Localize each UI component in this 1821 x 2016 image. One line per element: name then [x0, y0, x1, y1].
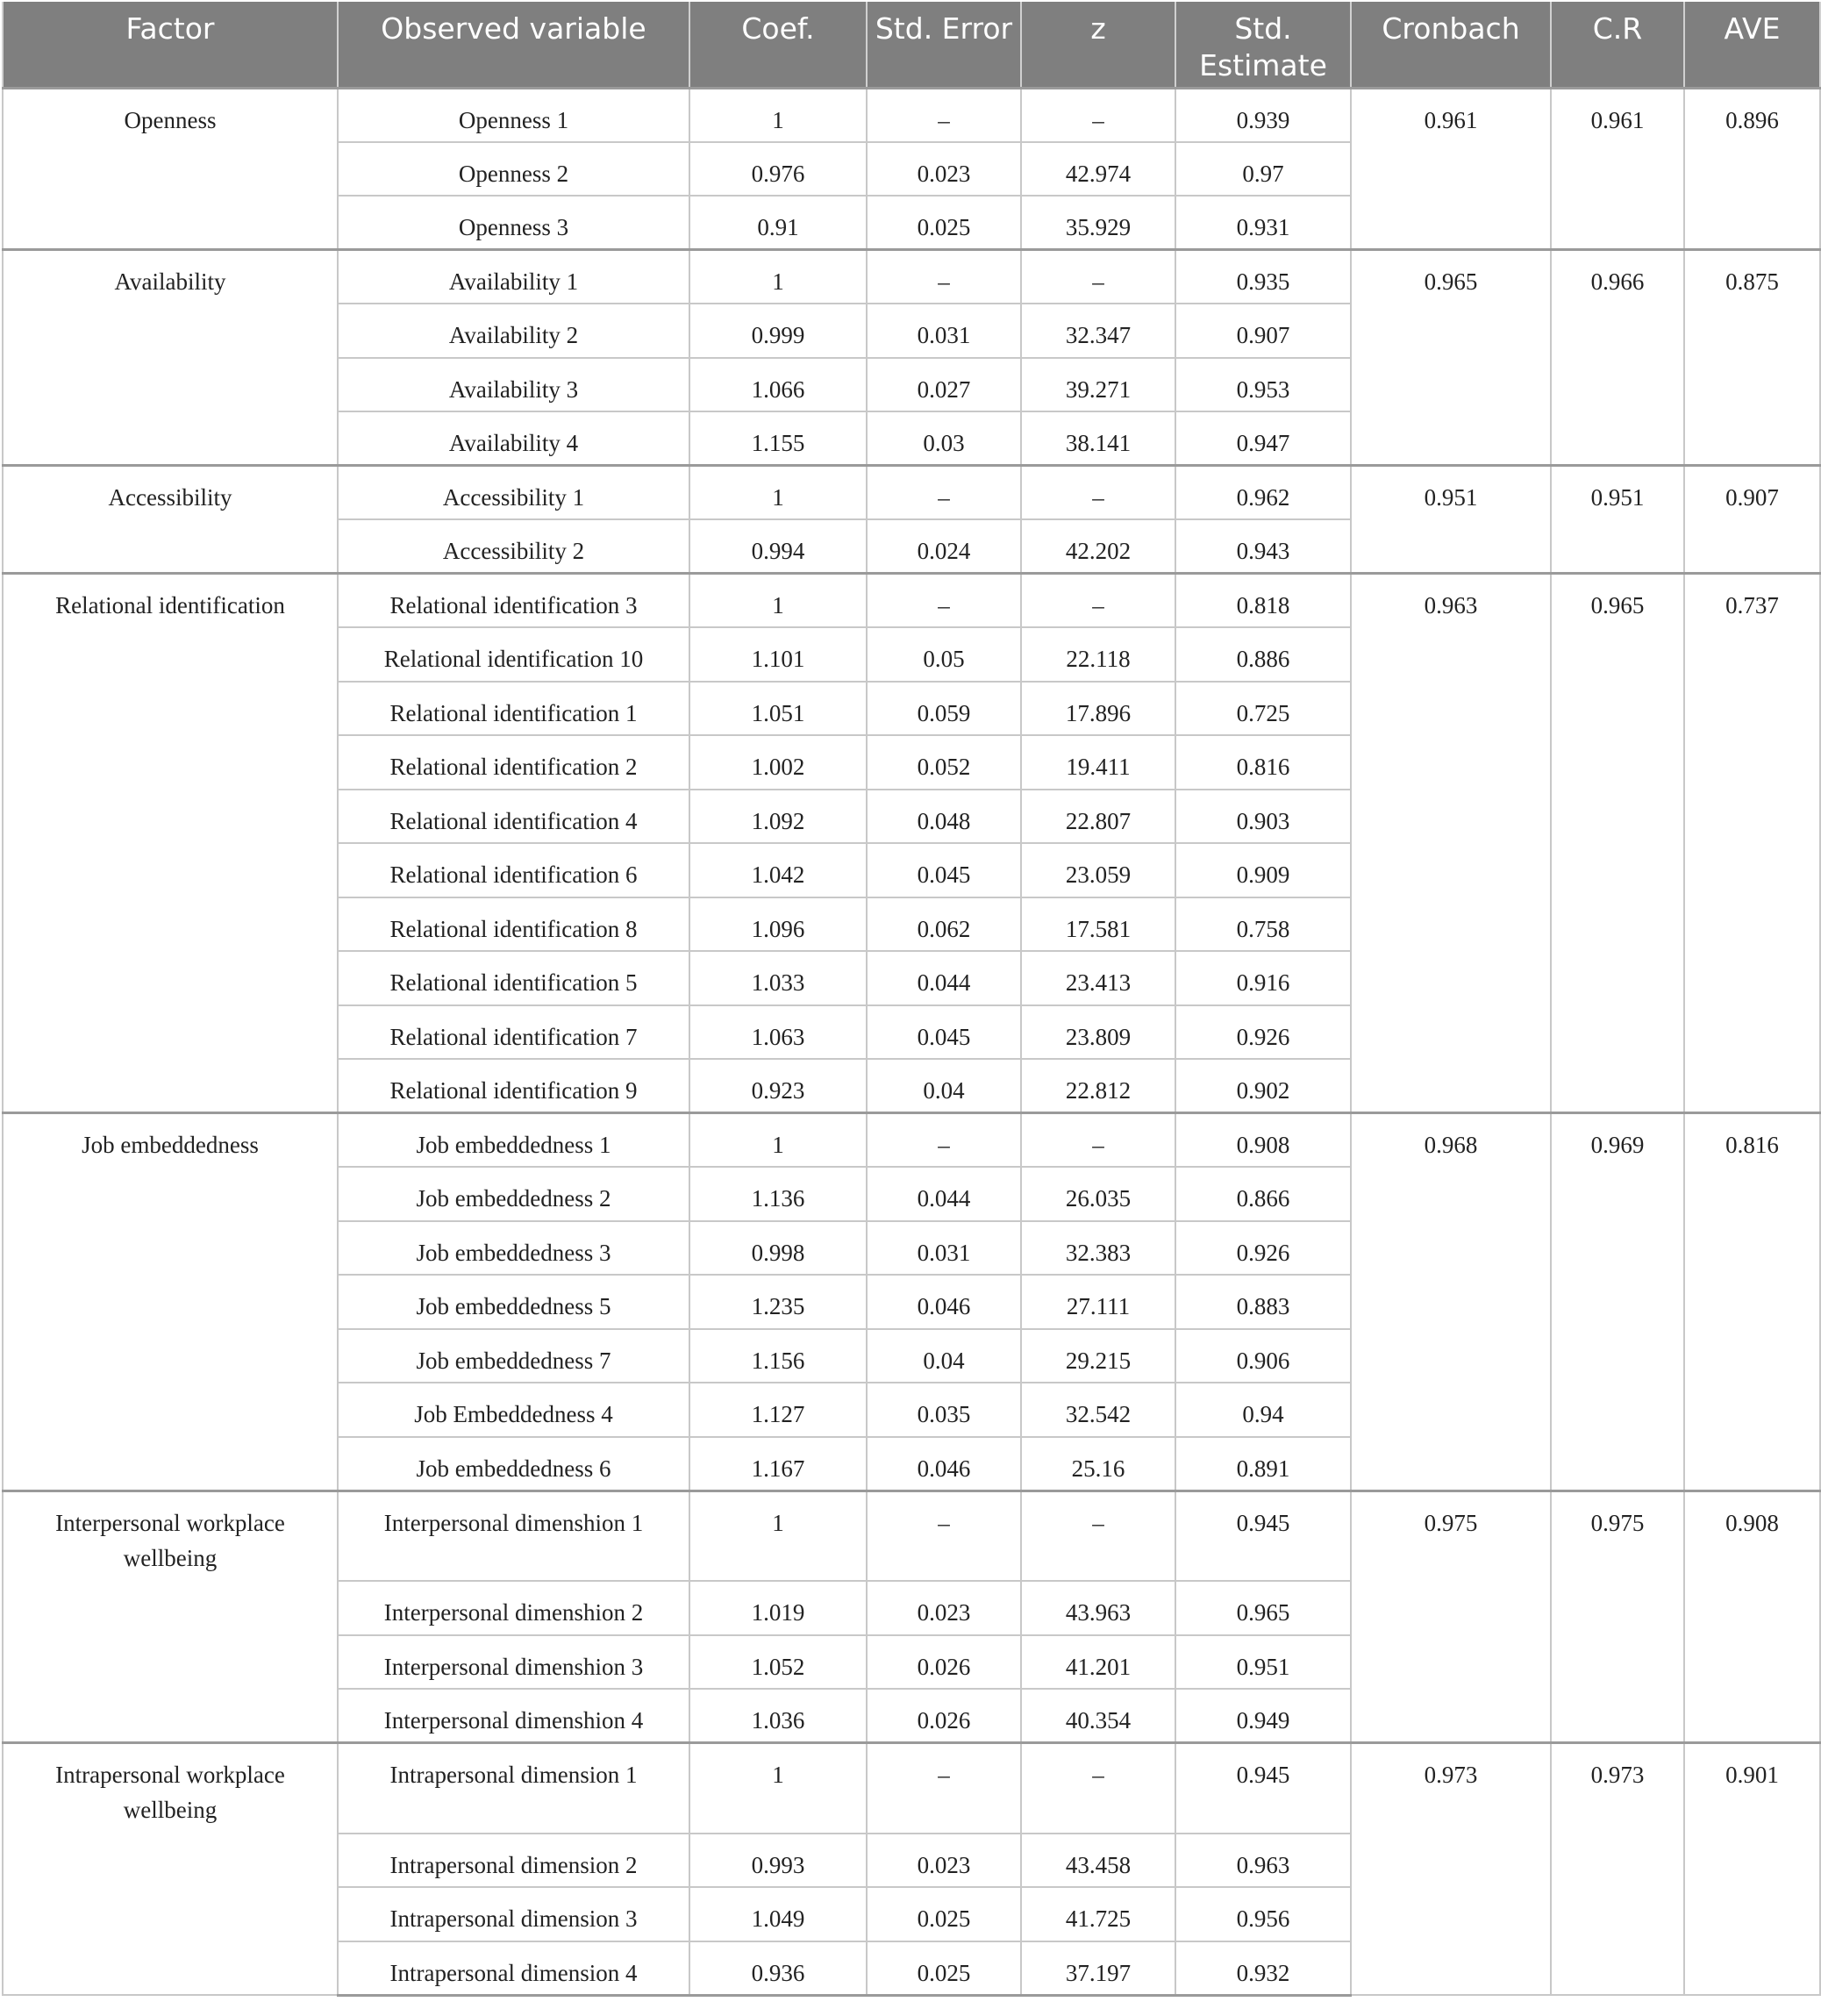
z-cell: – — [1021, 1743, 1175, 1834]
std-estimate-cell: 0.816 — [1175, 735, 1351, 790]
cr-cell: 0.973 — [1551, 1743, 1684, 1996]
table-row — [3, 1491, 1820, 1581]
observed-variable-cell: Availability 1 — [338, 250, 689, 304]
cr-cell: 0.966 — [1551, 250, 1684, 466]
std-estimate-cell: 0.926 — [1175, 1005, 1351, 1060]
std-estimate-cell: 0.939 — [1175, 88, 1351, 142]
observed-variable-cell: Relational identification 8 — [338, 897, 689, 952]
std-estimate-cell: 0.962 — [1175, 466, 1351, 520]
observed-variable-cell: Intrapersonal dimension 4 — [338, 1941, 689, 1996]
std-error-cell: 0.026 — [867, 1689, 1021, 1743]
z-cell: – — [1021, 250, 1175, 304]
ave-cell: 0.907 — [1684, 466, 1820, 574]
std-error-cell: 0.04 — [867, 1059, 1021, 1113]
coef-cell: 1 — [689, 88, 867, 142]
std-estimate-cell: 0.951 — [1175, 1635, 1351, 1690]
factor-cell: Interpersonal workplace wellbeing — [3, 1491, 338, 1743]
z-cell: 29.215 — [1021, 1329, 1175, 1383]
ave-cell: 0.901 — [1684, 1743, 1820, 1996]
std-estimate-cell: 0.943 — [1175, 519, 1351, 574]
coef-cell: 1.002 — [689, 735, 867, 790]
coef-cell: 1.127 — [689, 1383, 867, 1437]
std-estimate-cell: 0.758 — [1175, 897, 1351, 952]
coef-cell: 1.155 — [689, 411, 867, 466]
ave-cell: 0.896 — [1684, 88, 1820, 250]
table-row — [3, 574, 1820, 628]
factor-cell: Job embeddedness — [3, 1113, 338, 1491]
header-std-error: Std. Error — [867, 2, 1021, 88]
std-estimate-cell: 0.945 — [1175, 1491, 1351, 1581]
observed-variable-cell: Availability 3 — [338, 358, 689, 412]
std-estimate-cell: 0.947 — [1175, 411, 1351, 466]
observed-variable-cell: Relational identification 2 — [338, 735, 689, 790]
coef-cell: 0.91 — [689, 196, 867, 250]
z-cell: 22.812 — [1021, 1059, 1175, 1113]
coef-cell: 1.042 — [689, 843, 867, 897]
ave-cell: 0.908 — [1684, 1491, 1820, 1743]
std-estimate-cell: 0.97 — [1175, 142, 1351, 197]
cronbach-cell: 0.951 — [1351, 466, 1551, 574]
z-cell: 42.974 — [1021, 142, 1175, 197]
z-cell: – — [1021, 1491, 1175, 1581]
coef-cell: 1.101 — [689, 627, 867, 682]
cronbach-cell: 0.968 — [1351, 1113, 1551, 1491]
std-error-cell: 0.04 — [867, 1329, 1021, 1383]
std-error-cell: 0.03 — [867, 411, 1021, 466]
std-error-cell: – — [867, 1743, 1021, 1834]
observed-variable-cell: Relational identification 10 — [338, 627, 689, 682]
coef-cell: 1.063 — [689, 1005, 867, 1060]
z-cell: 22.118 — [1021, 627, 1175, 682]
coef-cell: 1.033 — [689, 951, 867, 1005]
coef-cell: 1.052 — [689, 1635, 867, 1690]
observed-variable-cell: Openness 3 — [338, 196, 689, 250]
header-cr: C.R — [1551, 2, 1684, 88]
std-estimate-cell: 0.945 — [1175, 1743, 1351, 1834]
std-error-cell: 0.045 — [867, 1005, 1021, 1060]
observed-variable-cell: Job embeddedness 2 — [338, 1167, 689, 1221]
std-error-cell: 0.046 — [867, 1437, 1021, 1491]
z-cell: 23.413 — [1021, 951, 1175, 1005]
std-estimate-cell: 0.926 — [1175, 1221, 1351, 1276]
std-estimate-cell: 0.886 — [1175, 627, 1351, 682]
coef-cell: 1.049 — [689, 1887, 867, 1941]
z-cell: – — [1021, 1113, 1175, 1168]
coef-cell: 0.976 — [689, 142, 867, 197]
header-ave: AVE — [1684, 2, 1820, 88]
ave-cell: 0.816 — [1684, 1113, 1820, 1491]
header-factor: Factor — [3, 2, 338, 88]
std-error-cell: 0.024 — [867, 519, 1021, 574]
ave-cell: 0.737 — [1684, 574, 1820, 1113]
observed-variable-cell: Job embeddedness 7 — [338, 1329, 689, 1383]
std-estimate-cell: 0.953 — [1175, 358, 1351, 412]
coef-cell: 1.051 — [689, 682, 867, 736]
z-cell: 37.197 — [1021, 1941, 1175, 1996]
coef-cell: 1.156 — [689, 1329, 867, 1383]
observed-variable-cell: Intrapersonal dimension 2 — [338, 1834, 689, 1888]
std-error-cell: 0.062 — [867, 897, 1021, 952]
observed-variable-cell: Interpersonal dimenshion 4 — [338, 1689, 689, 1743]
coef-cell: 0.936 — [689, 1941, 867, 1996]
header-coef: Coef. — [689, 2, 867, 88]
observed-variable-cell: Openness 1 — [338, 88, 689, 142]
z-cell: 43.458 — [1021, 1834, 1175, 1888]
std-estimate-cell: 0.956 — [1175, 1887, 1351, 1941]
std-error-cell: 0.045 — [867, 843, 1021, 897]
std-estimate-cell: 0.903 — [1175, 790, 1351, 844]
std-error-cell: – — [867, 1113, 1021, 1168]
coef-cell: 0.993 — [689, 1834, 867, 1888]
observed-variable-cell: Accessibility 1 — [338, 466, 689, 520]
cronbach-cell: 0.961 — [1351, 88, 1551, 250]
z-cell: 23.059 — [1021, 843, 1175, 897]
std-error-cell: 0.035 — [867, 1383, 1021, 1437]
z-cell: – — [1021, 466, 1175, 520]
std-error-cell: 0.023 — [867, 142, 1021, 197]
std-error-cell: 0.05 — [867, 627, 1021, 682]
factor-cell: Intrapersonal workplace wellbeing — [3, 1743, 338, 1996]
std-error-cell: – — [867, 88, 1021, 142]
observed-variable-cell: Interpersonal dimenshion 3 — [338, 1635, 689, 1690]
z-cell: 35.929 — [1021, 196, 1175, 250]
header-z: z — [1021, 2, 1175, 88]
z-cell: 39.271 — [1021, 358, 1175, 412]
coef-cell: 1.066 — [689, 358, 867, 412]
z-cell: – — [1021, 574, 1175, 628]
z-cell: 22.807 — [1021, 790, 1175, 844]
observed-variable-cell: Relational identification 3 — [338, 574, 689, 628]
coef-cell: 1.167 — [689, 1437, 867, 1491]
cr-cell: 0.975 — [1551, 1491, 1684, 1743]
observed-variable-cell: Intrapersonal dimension 3 — [338, 1887, 689, 1941]
header-observed-variable: Observed variable — [338, 2, 689, 88]
z-cell: 38.141 — [1021, 411, 1175, 466]
factor-cell: Availability — [3, 250, 338, 466]
observed-variable-cell: Job embeddedness 3 — [338, 1221, 689, 1276]
coef-cell: 1.092 — [689, 790, 867, 844]
std-estimate-cell: 0.963 — [1175, 1834, 1351, 1888]
factor-cell: Openness — [3, 88, 338, 250]
std-error-cell: 0.026 — [867, 1635, 1021, 1690]
coef-cell: 0.998 — [689, 1221, 867, 1276]
std-error-cell: 0.044 — [867, 951, 1021, 1005]
z-cell: 25.16 — [1021, 1437, 1175, 1491]
observed-variable-cell: Availability 2 — [338, 304, 689, 358]
header-cronbach: Cronbach — [1351, 2, 1551, 88]
observed-variable-cell: Job Embeddedness 4 — [338, 1383, 689, 1437]
cr-cell: 0.961 — [1551, 88, 1684, 250]
std-estimate-cell: 0.949 — [1175, 1689, 1351, 1743]
z-cell: 41.725 — [1021, 1887, 1175, 1941]
observed-variable-cell: Job embeddedness 5 — [338, 1275, 689, 1329]
std-estimate-cell: 0.916 — [1175, 951, 1351, 1005]
coef-cell: 1 — [689, 250, 867, 304]
observed-variable-cell: Intrapersonal dimension 1 — [338, 1743, 689, 1834]
ave-cell: 0.875 — [1684, 250, 1820, 466]
std-error-cell: 0.031 — [867, 304, 1021, 358]
std-error-cell: – — [867, 1491, 1021, 1581]
std-estimate-cell: 0.932 — [1175, 1941, 1351, 1996]
z-cell: 40.354 — [1021, 1689, 1175, 1743]
std-estimate-cell: 0.818 — [1175, 574, 1351, 628]
reliability-table — [2, 2, 1821, 1997]
coef-cell: 1.019 — [689, 1581, 867, 1635]
std-error-cell: 0.046 — [867, 1275, 1021, 1329]
z-cell: – — [1021, 88, 1175, 142]
coef-cell: 0.923 — [689, 1059, 867, 1113]
z-cell: 23.809 — [1021, 1005, 1175, 1060]
observed-variable-cell: Job embeddedness 1 — [338, 1113, 689, 1168]
observed-variable-cell: Relational identification 5 — [338, 951, 689, 1005]
observed-variable-cell: Relational identification 9 — [338, 1059, 689, 1113]
cronbach-cell: 0.975 — [1351, 1491, 1551, 1743]
observed-variable-cell: Relational identification 6 — [338, 843, 689, 897]
table-body — [3, 88, 1820, 1995]
std-error-cell: 0.052 — [867, 735, 1021, 790]
std-error-cell: 0.059 — [867, 682, 1021, 736]
std-error-cell: 0.023 — [867, 1834, 1021, 1888]
table-row — [3, 466, 1820, 520]
factor-cell: Accessibility — [3, 466, 338, 574]
std-estimate-cell: 0.902 — [1175, 1059, 1351, 1113]
coef-cell: 1 — [689, 1743, 867, 1834]
std-error-cell: – — [867, 466, 1021, 520]
std-error-cell: 0.027 — [867, 358, 1021, 412]
std-error-cell: 0.044 — [867, 1167, 1021, 1221]
z-cell: 32.347 — [1021, 304, 1175, 358]
std-estimate-cell: 0.906 — [1175, 1329, 1351, 1383]
std-error-cell: 0.025 — [867, 1941, 1021, 1996]
z-cell: 42.202 — [1021, 519, 1175, 574]
table-row — [3, 1113, 1820, 1168]
std-estimate-cell: 0.866 — [1175, 1167, 1351, 1221]
z-cell: 19.411 — [1021, 735, 1175, 790]
std-error-cell: – — [867, 574, 1021, 628]
observed-variable-cell: Relational identification 1 — [338, 682, 689, 736]
observed-variable-cell: Relational identification 7 — [338, 1005, 689, 1060]
z-cell: 43.963 — [1021, 1581, 1175, 1635]
observed-variable-cell: Interpersonal dimenshion 2 — [338, 1581, 689, 1635]
observed-variable-cell: Openness 2 — [338, 142, 689, 197]
coef-cell: 0.999 — [689, 304, 867, 358]
table-header — [3, 2, 1820, 88]
coef-cell: 1.096 — [689, 897, 867, 952]
cronbach-cell: 0.973 — [1351, 1743, 1551, 1996]
observed-variable-cell: Interpersonal dimenshion 1 — [338, 1491, 689, 1581]
std-error-cell: – — [867, 250, 1021, 304]
header-row — [3, 2, 1820, 88]
cronbach-cell: 0.963 — [1351, 574, 1551, 1113]
z-cell: 27.111 — [1021, 1275, 1175, 1329]
std-estimate-cell: 0.883 — [1175, 1275, 1351, 1329]
std-estimate-cell: 0.907 — [1175, 304, 1351, 358]
std-error-cell: 0.025 — [867, 196, 1021, 250]
table-row — [3, 88, 1820, 142]
cr-cell: 0.951 — [1551, 466, 1684, 574]
coef-cell: 1 — [689, 466, 867, 520]
cr-cell: 0.965 — [1551, 574, 1684, 1113]
coef-cell: 1.136 — [689, 1167, 867, 1221]
z-cell: 17.581 — [1021, 897, 1175, 952]
observed-variable-cell: Accessibility 2 — [338, 519, 689, 574]
factor-cell: Relational identification — [3, 574, 338, 1113]
observed-variable-cell: Job embeddedness 6 — [338, 1437, 689, 1491]
cronbach-cell: 0.965 — [1351, 250, 1551, 466]
z-cell: 41.201 — [1021, 1635, 1175, 1690]
std-error-cell: 0.048 — [867, 790, 1021, 844]
z-cell: 17.896 — [1021, 682, 1175, 736]
coef-cell: 1.235 — [689, 1275, 867, 1329]
std-error-cell: 0.025 — [867, 1887, 1021, 1941]
cr-cell: 0.969 — [1551, 1113, 1684, 1491]
z-cell: 32.383 — [1021, 1221, 1175, 1276]
std-estimate-cell: 0.931 — [1175, 196, 1351, 250]
table-row — [3, 250, 1820, 304]
table-row — [3, 1743, 1820, 1834]
coef-cell: 1.036 — [689, 1689, 867, 1743]
coef-cell: 1 — [689, 574, 867, 628]
std-estimate-cell: 0.908 — [1175, 1113, 1351, 1168]
z-cell: 32.542 — [1021, 1383, 1175, 1437]
coef-cell: 1 — [689, 1113, 867, 1168]
std-estimate-cell: 0.909 — [1175, 843, 1351, 897]
header-std-estimate: Std. Estimate — [1175, 2, 1351, 88]
coef-cell: 0.994 — [689, 519, 867, 574]
std-error-cell: 0.023 — [867, 1581, 1021, 1635]
coef-cell: 1 — [689, 1491, 867, 1581]
std-estimate-cell: 0.891 — [1175, 1437, 1351, 1491]
z-cell: 26.035 — [1021, 1167, 1175, 1221]
observed-variable-cell: Relational identification 4 — [338, 790, 689, 844]
std-estimate-cell: 0.965 — [1175, 1581, 1351, 1635]
std-estimate-cell: 0.725 — [1175, 682, 1351, 736]
std-error-cell: 0.031 — [867, 1221, 1021, 1276]
std-estimate-cell: 0.94 — [1175, 1383, 1351, 1437]
observed-variable-cell: Availability 4 — [338, 411, 689, 466]
std-estimate-cell: 0.935 — [1175, 250, 1351, 304]
